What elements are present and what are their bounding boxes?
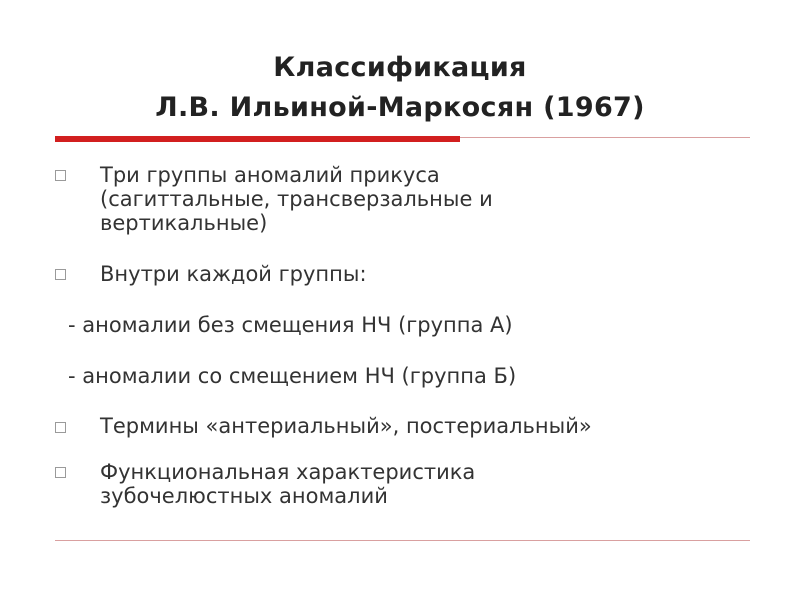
list-item-within-group: Внутри каждой группы: bbox=[100, 262, 367, 286]
footer-divider bbox=[55, 540, 750, 541]
list-subitem-group-b: - аномалии со смещением НЧ (группа Б) bbox=[68, 364, 517, 388]
list-item-terms: Термины «антериальный», постериальный» bbox=[100, 414, 592, 438]
hollow-square-bullet-icon bbox=[55, 269, 66, 280]
hollow-square-bullet-icon bbox=[55, 467, 66, 478]
title-line-1: Классификация bbox=[273, 52, 527, 83]
hollow-square-bullet-icon bbox=[55, 170, 66, 181]
hollow-square-bullet-icon bbox=[55, 422, 66, 433]
title-line-2: Л.В. Ильиной-Маркосян (1967) bbox=[155, 92, 645, 123]
title-divider-accent bbox=[55, 136, 460, 142]
list-item-functional: Функциональная характеристика зубочелюстных аномалий bbox=[100, 460, 476, 508]
slide-title bbox=[0, 48, 800, 128]
list-item-bite-groups: Три группы аномалий прикуса (сагиттальные, трансверзальные и вертикальные) bbox=[100, 163, 493, 235]
list-subitem-group-a: - аномалии без смещения НЧ (группа А) bbox=[68, 313, 513, 337]
